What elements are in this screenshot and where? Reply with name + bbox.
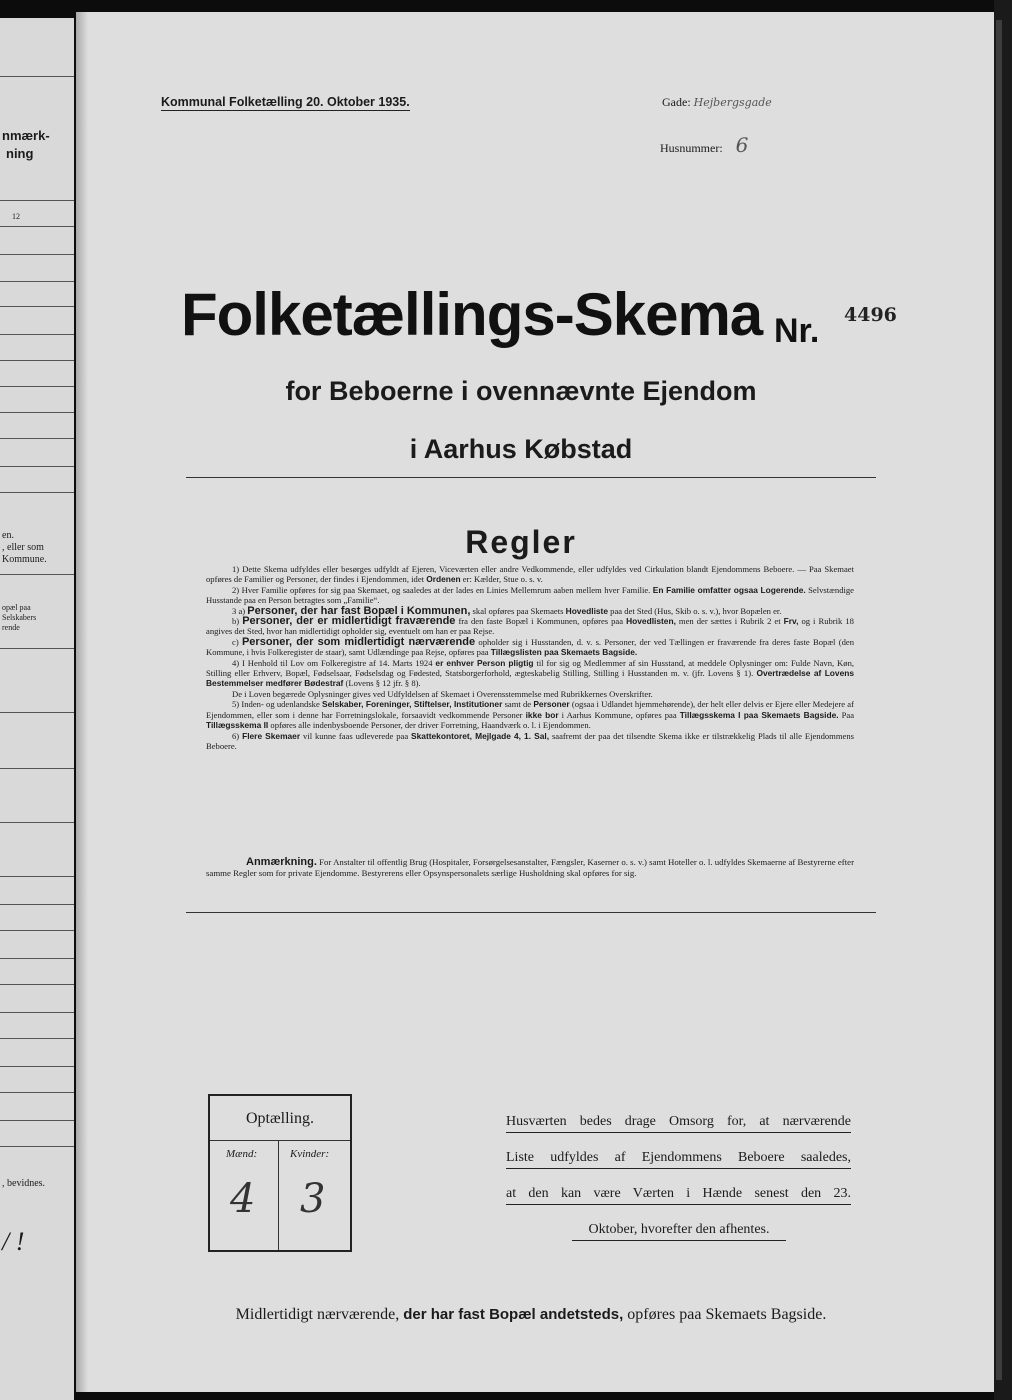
maend-count: 4: [230, 1176, 256, 1222]
notice-line-1: Husværten bedes drage Omsorg for, at nærværende: [506, 1112, 851, 1133]
left-handwritten-mark: / !: [2, 1227, 25, 1256]
footer-part-1: Midlertidigt nærværende,: [235, 1306, 400, 1323]
census-form-page: [76, 12, 994, 1392]
form-subtitle-1: for Beboerne i ovennævnte Ejendom: [285, 376, 757, 406]
rule-6: 6) Flere Skemaer vil kunne faas udleverede paa Skattekontoret, Mejlgade 4, 1. Sal, saafremt der paa det tilsendte Skema ikke er tilstrækkelig Plads til alle Ejendommens Beboere.: [206, 730, 854, 751]
rule-3b: b) Personer, der er midlertidigt fraværende fra den faste Bopæl i Kommunen, opføres paa Hovedlisten, men der sættes i Rubrik 2 et Frv, og i Rubrik 18 angives det Sted, hvor han midlertidigt opholder sig, eventuelt om han er paa Rejse.: [206, 615, 854, 637]
form-nr-value: 4496: [844, 304, 897, 326]
husnummer-field: [660, 133, 748, 157]
rule-4: 4) I Henhold til Lov om Folkeregistre af 14. Marts 1924 er enhver Person pligtig til for sig og Medlemmer af sin Husstand, at meddele Oplysninger om: Fulde Navn, Køn, Stilling eller Erhverv, Bopæl, Fødselsaar, Fødselsdag og Fødested, Statsborgerforhold, ægteskabelig Stilling, Stilling i Husstanden m. v. (jfr. Lovens § 1). Overtrædelse af Lovens Bestemmelser medfører Bødestraf (Lovens § 12 jfr. § 8).: [206, 657, 855, 689]
optaelling-title: Optælling.: [245, 1110, 314, 1127]
rules-text: [206, 564, 854, 751]
footer-note: [186, 1306, 876, 1324]
left-note-6: rende: [2, 623, 20, 632]
rule-5: 5) Inden- og udenlandske Selskaber, Foreninger, Stiftelser, Institutioner samt de Personer (ogsaa i Udlandet hjemmehørende), der helt eller delvis er Ejere eller Medejere af Ejendommen, eller som i denne har Forretningslokale, forsaavidt vedkommende Personer ikke bor i Aarhus Kommune, opføres paa Tillægsskema I paa Skemaets Bagside. Paa Tillægsskema II opføres alle indenbysboende Personer, der driver Forretning, Haandværk o. l. i Ejendommen.: [206, 699, 855, 731]
left-note-1: en.: [2, 530, 14, 541]
anmaerkning-label: Anmærkning.: [246, 856, 317, 868]
anmaerkning-text: For Anstalter til offentlig Brug (Hospitaler, Forsørgelsesanstalter, Fængsler, Kaserner o. s. v.) samt Hoteller o. l. udfyldes Skemaerne af Bestyrerne efter samme Regler som for private Ejendomme. Bestyrerens eller Opsynspersonalets særlige Husholdning skal opføres for sig.: [206, 857, 854, 878]
gade-label: Gade:: [662, 95, 691, 109]
maend-label: Mænd:: [226, 1148, 258, 1160]
optaelling-box: [208, 1094, 352, 1252]
notice-line-4: Oktober, hvorefter den afhentes.: [572, 1220, 786, 1241]
anmaerkning: [206, 857, 854, 879]
left-note-2: , eller som: [2, 542, 44, 553]
husnummer-value: 6: [735, 133, 749, 157]
left-heading-1: nmærk-: [2, 128, 50, 143]
notice-line-3: at den kan være Værten i Hænde senest den 23.: [506, 1184, 851, 1205]
left-page-fragment: [0, 18, 74, 1400]
kvinder-count: 3: [300, 1176, 326, 1222]
left-col-number: 12: [12, 212, 20, 221]
left-note-5: Selskabers: [2, 613, 37, 622]
divider: [186, 912, 876, 913]
form-nr-label: Nr.: [774, 312, 820, 350]
footer-part-3: opføres paa Skemaets Bagside.: [627, 1306, 827, 1323]
footer-part-2: der har fast Bopæl andetsteds,: [403, 1306, 624, 1323]
gade-field: [662, 95, 772, 110]
husnummer-label: Husnummer:: [660, 141, 723, 155]
form-title: Folketællings-Skema: [181, 281, 763, 348]
rule-3a: 3 a) Personer, der har fast Bopæl i Kommunen, skal opføres paa Skemaets Hovedliste paa det Sted (Hus, Skib o. s. v.), hvor Bopælen er.: [232, 604, 782, 617]
rule-2: 2) Hver Familie opføres for sig paa Skemaet, og saaledes at der lades en Linies Mellemrum aaben mellem hver Familie. En Familie omfatter ogsaa Logerende. Selvstændige Husstande paa en Person betragtes som „Familie“.: [206, 584, 854, 606]
left-heading-2: ning: [6, 146, 34, 161]
left-note-4: opæl paa: [2, 603, 31, 612]
rule-3c: c) Personer, der som midlertidigt nærværende opholder sig i Husstanden, d. v. s. Personer, der ved Tællingen er fraværende fra deres faste Bopæl (den Kommune, i hvis Folkeregister de staar), samt Udlændinge paa Rejse, opføres paa Tillægslisten paa Skemaets Bagside.: [206, 635, 854, 658]
divider: [186, 477, 876, 478]
left-note-7: , bevidnes.: [2, 1178, 46, 1189]
census-header-line: Kommunal Folketælling 20. Oktober 1935.: [161, 95, 410, 109]
rule-1: 1) Dette Skema udfyldes eller besørges udfyldt af Ejeren, Viceværten eller andre Vedkommende, eller udfyldes ved Cirkulation blandt Ejendommens Beboere. — Paa Skemaet opføres de Familier og Personer, der findes i Ejendommen, idet Ordenen er: Kælder, Stue o. s. v.: [206, 564, 854, 585]
regler-heading: Regler: [465, 524, 577, 560]
form-subtitle-2: i Aarhus Købstad: [409, 434, 633, 464]
book-edge: [994, 0, 1012, 1400]
gade-value: Hejbergsgade: [693, 96, 772, 109]
kvinder-label: Kvinder:: [290, 1148, 330, 1160]
rule-4-note: De i Loven begærede Oplysninger gives ved Udfyldelsen af Skemaet i Overensstemmelse med Rubrikkernes Overskrifter.: [232, 688, 653, 699]
notice-line-2: Liste udfyldes af Ejendommens Beboere saaledes,: [506, 1148, 851, 1169]
landlord-notice: [506, 1112, 851, 1256]
left-note-3: Kommune.: [2, 554, 47, 565]
